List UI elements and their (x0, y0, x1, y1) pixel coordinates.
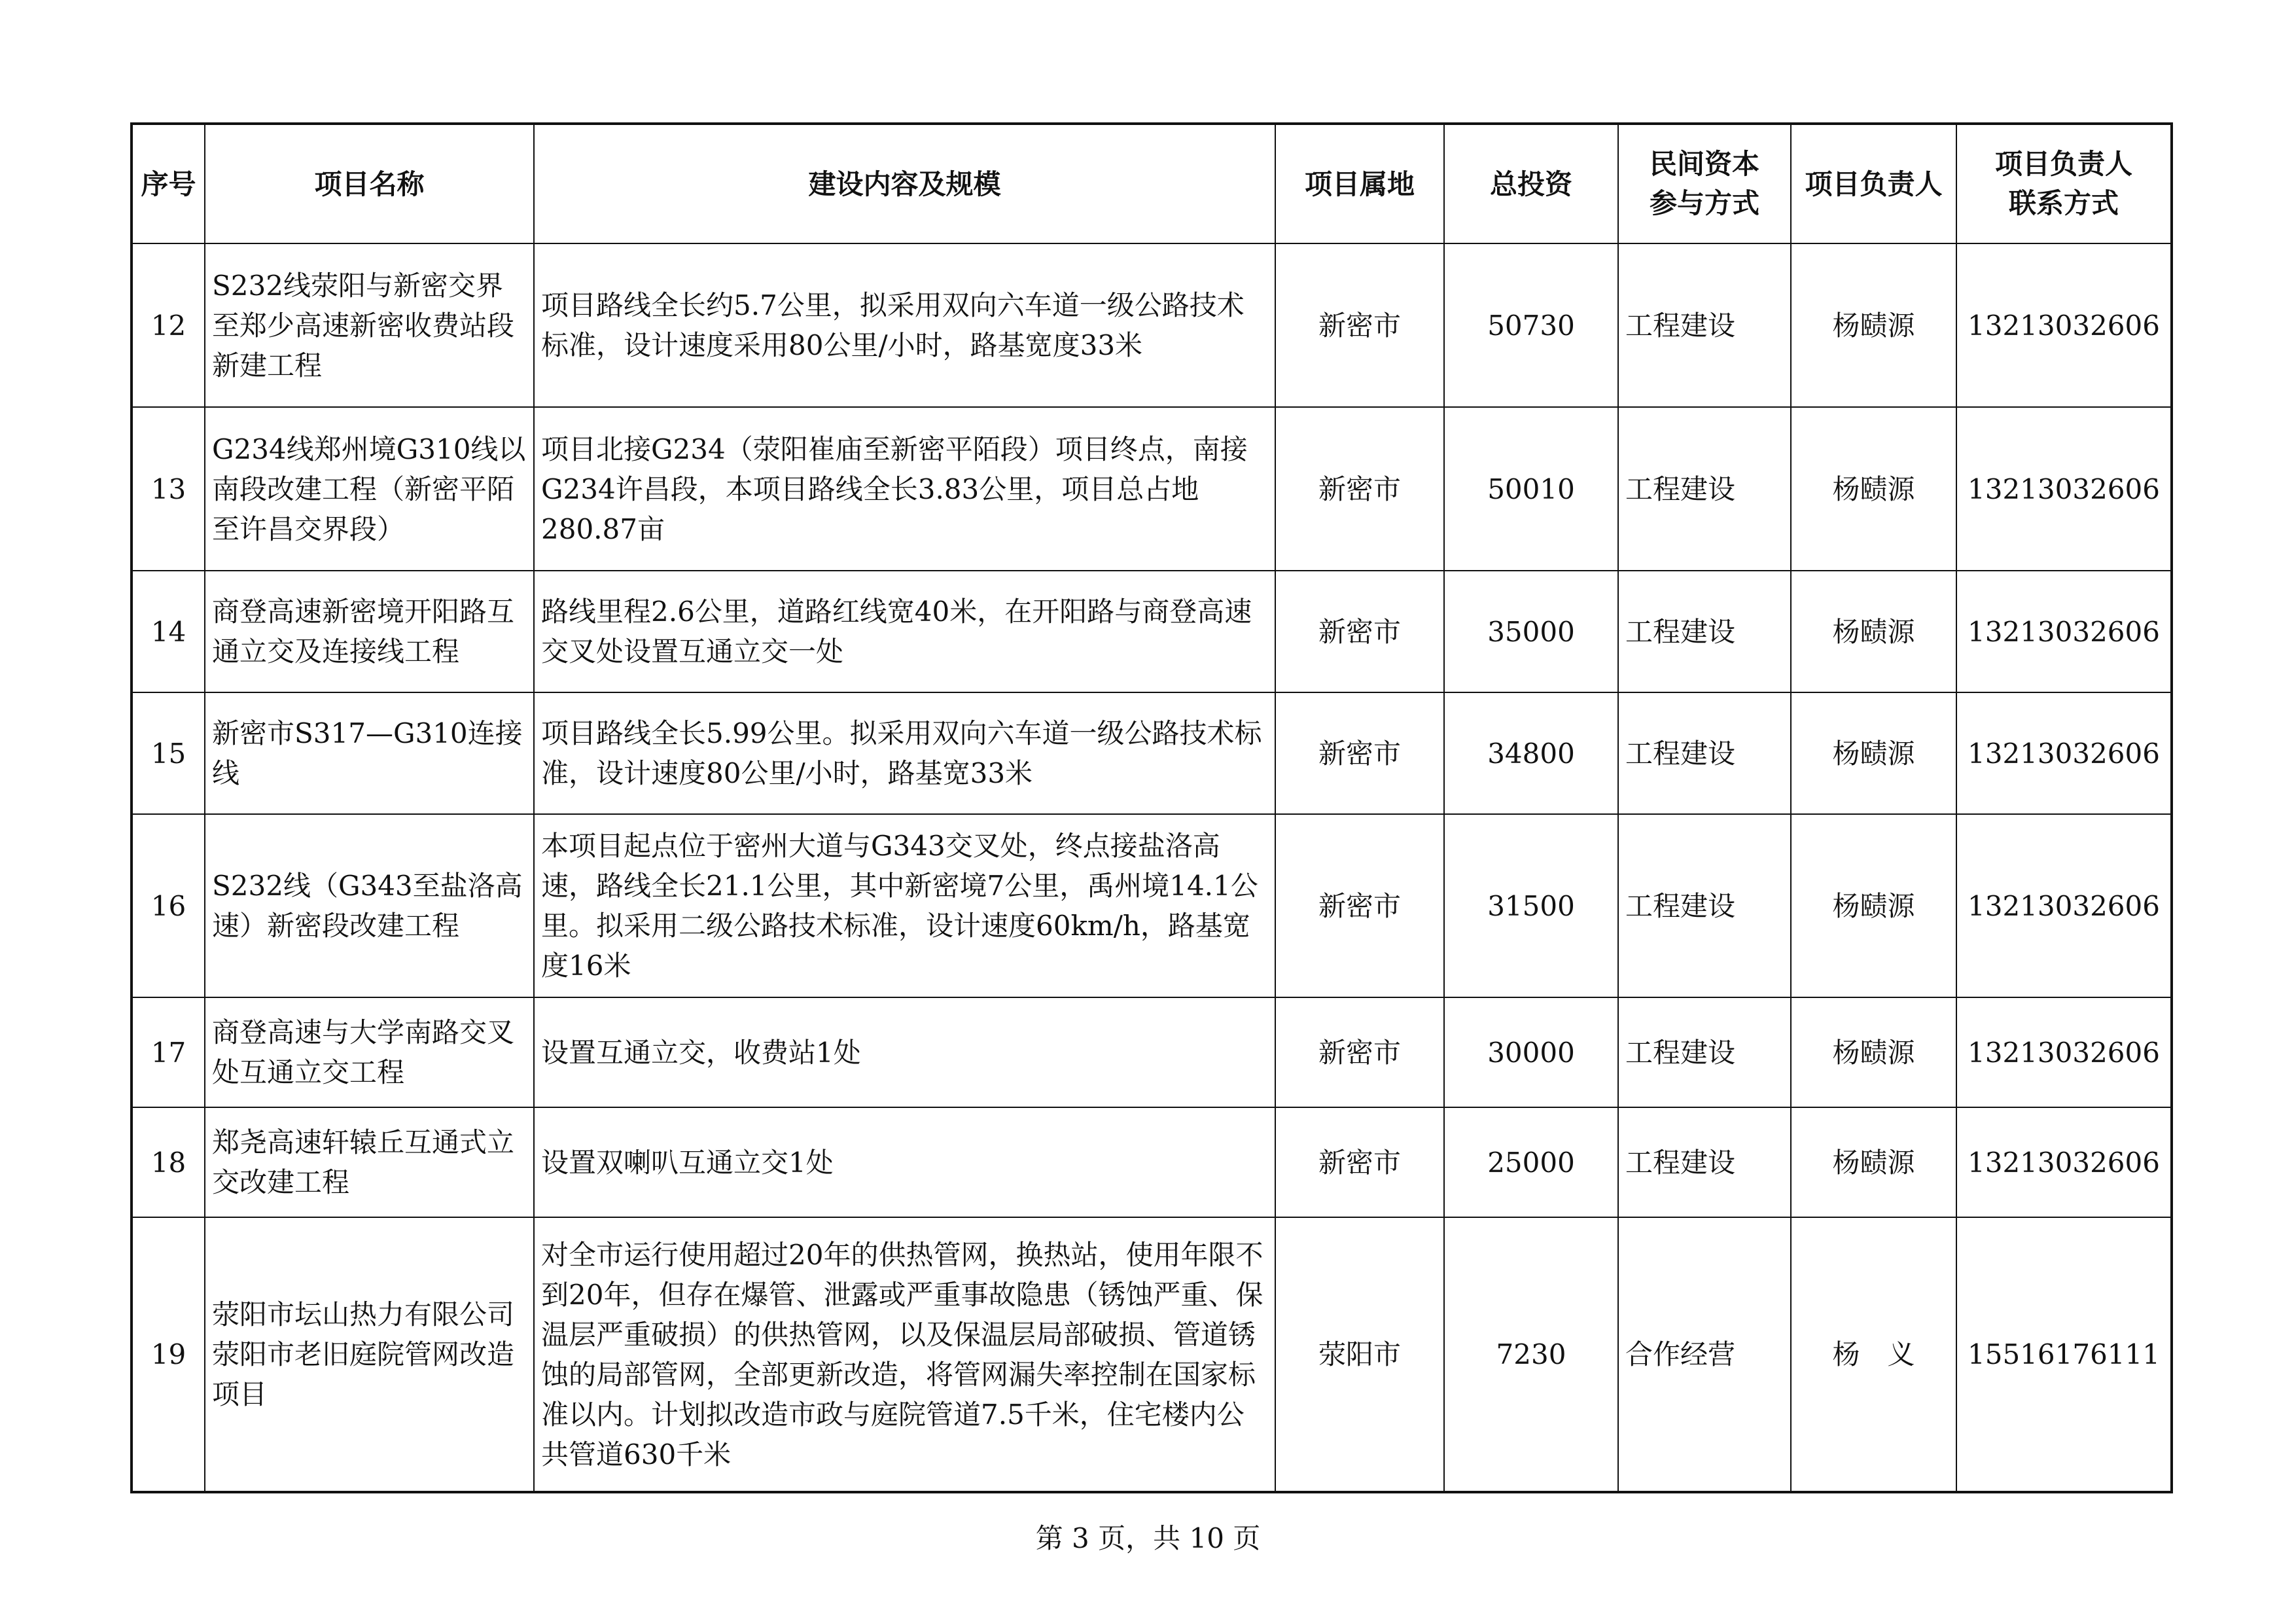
cell-seq: 13 (132, 407, 205, 571)
cell-contact: 15516176111 (1956, 1217, 2172, 1492)
cell-contact: 13213032606 (1956, 571, 2172, 692)
cell-contact: 13213032606 (1956, 243, 2172, 407)
cell-seq: 14 (132, 571, 205, 692)
cell-project-name: 商登高速与大学南路交叉处互通立交工程 (205, 997, 534, 1107)
cell-content: 项目路线全长5.99公里。拟采用双向六车道一级公路技术标准，设计速度80公里/小时，路基宽33米 (534, 692, 1275, 814)
cell-investment: 50730 (1444, 243, 1618, 407)
cell-content: 项目路线全长约5.7公里，拟采用双向六车道一级公路技术标准，设计速度采用80公里/小时，路基宽度33米 (534, 243, 1275, 407)
cell-project-name: 商登高速新密境开阳路互通立交及连接线工程 (205, 571, 534, 692)
cell-manager: 杨赜源 (1791, 692, 1956, 814)
cell-manager: 杨赜源 (1791, 997, 1956, 1107)
cell-seq: 18 (132, 1107, 205, 1217)
cell-investment: 35000 (1444, 571, 1618, 692)
project-table (130, 122, 2173, 1493)
cell-participation: 工程建设 (1618, 407, 1791, 571)
cell-seq: 12 (132, 243, 205, 407)
cell-investment: 7230 (1444, 1217, 1618, 1492)
header-content: 建设内容及规模 (534, 124, 1275, 243)
table-row (132, 1217, 2172, 1492)
table-row (132, 1107, 2172, 1217)
cell-location: 新密市 (1275, 407, 1444, 571)
cell-investment: 30000 (1444, 997, 1618, 1107)
table-row (132, 243, 2172, 407)
header-participation-line1: 民间资本 (1649, 148, 1759, 180)
cell-manager: 杨 义 (1791, 1217, 1956, 1492)
cell-location: 新密市 (1275, 571, 1444, 692)
cell-location: 新密市 (1275, 243, 1444, 407)
cell-participation: 工程建设 (1618, 997, 1791, 1107)
cell-contact: 13213032606 (1956, 407, 2172, 571)
cell-contact: 13213032606 (1956, 692, 2172, 814)
table-row (132, 407, 2172, 571)
cell-content: 路线里程2.6公里，道路红线宽40米，在开阳路与商登高速交叉处设置互通立交一处 (534, 571, 1275, 692)
cell-location: 新密市 (1275, 1107, 1444, 1217)
cell-project-name: S232线（G343至盐洛高速）新密段改建工程 (205, 814, 534, 997)
cell-manager: 杨赜源 (1791, 814, 1956, 997)
cell-manager: 杨赜源 (1791, 1107, 1956, 1217)
cell-project-name: S232线荥阳与新密交界至郑少高速新密收费站段新建工程 (205, 243, 534, 407)
cell-investment: 34800 (1444, 692, 1618, 814)
header-contact-line2: 联系方式 (2008, 187, 2119, 219)
cell-location: 新密市 (1275, 814, 1444, 997)
cell-content: 设置互通立交，收费站1处 (534, 997, 1275, 1107)
header-contact-line1: 项目负责人 (1994, 148, 2132, 180)
cell-contact: 13213032606 (1956, 814, 2172, 997)
cell-seq: 15 (132, 692, 205, 814)
cell-participation: 工程建设 (1618, 1107, 1791, 1217)
header-participation (1618, 124, 1791, 243)
cell-content: 设置双喇叭互通立交1处 (534, 1107, 1275, 1217)
header-investment: 总投资 (1444, 124, 1618, 243)
cell-project-name: 郑尧高速轩辕丘互通式立交改建工程 (205, 1107, 534, 1217)
table-row (132, 814, 2172, 997)
cell-location: 新密市 (1275, 997, 1444, 1107)
cell-investment: 31500 (1444, 814, 1618, 997)
header-manager: 项目负责人 (1791, 124, 1956, 243)
cell-participation: 工程建设 (1618, 243, 1791, 407)
table-row (132, 997, 2172, 1107)
cell-content: 对全市运行使用超过20年的供热管网，换热站，使用年限不到20年，但存在爆管、泄露或严重事故隐患（锈蚀严重、保温层严重破损）的供热管网，以及保温层局部破损、管道锈蚀的局部管网，全部更新改造，将管网漏失率控制在国家标准以内。计划拟改造市政与庭院管道7.5千米，住宅楼内公共管道630千米 (534, 1217, 1275, 1492)
cell-participation: 工程建设 (1618, 814, 1791, 997)
cell-project-name: 荥阳市坛山热力有限公司荥阳市老旧庭院管网改造项目 (205, 1217, 534, 1492)
cell-contact: 13213032606 (1956, 997, 2172, 1107)
cell-seq: 19 (132, 1217, 205, 1492)
table-header-row (132, 124, 2172, 243)
header-contact (1956, 124, 2172, 243)
cell-location: 新密市 (1275, 692, 1444, 814)
cell-manager: 杨赜源 (1791, 407, 1956, 571)
page-number: 第 3 页，共 10 页 (1035, 1522, 1261, 1554)
cell-participation: 工程建设 (1618, 571, 1791, 692)
cell-investment: 25000 (1444, 1107, 1618, 1217)
cell-location: 荥阳市 (1275, 1217, 1444, 1492)
header-seq: 序号 (132, 124, 205, 243)
cell-investment: 50010 (1444, 407, 1618, 571)
cell-project-name: G234线郑州境G310线以南段改建工程（新密平陌至许昌交界段） (205, 407, 534, 571)
cell-manager: 杨赜源 (1791, 243, 1956, 407)
header-project-name: 项目名称 (205, 124, 534, 243)
cell-project-name: 新密市S317—G310连接线 (205, 692, 534, 814)
cell-content: 项目北接G234（荥阳崔庙至新密平陌段）项目终点，南接G234许昌段，本项目路线全长3.83公里，项目总占地280.87亩 (534, 407, 1275, 571)
cell-seq: 16 (132, 814, 205, 997)
cell-content: 本项目起点位于密州大道与G343交叉处，终点接盐洛高速，路线全长21.1公里，其中新密境7公里，禹州境14.1公里。拟采用二级公路技术标准，设计速度60km/h，路基宽度16米 (534, 814, 1275, 997)
cell-contact: 13213032606 (1956, 1107, 2172, 1217)
table-row (132, 571, 2172, 692)
cell-participation: 合作经营 (1618, 1217, 1791, 1492)
cell-participation: 工程建设 (1618, 692, 1791, 814)
header-location: 项目属地 (1275, 124, 1444, 243)
cell-manager: 杨赜源 (1791, 571, 1956, 692)
cell-seq: 17 (132, 997, 205, 1107)
header-participation-line2: 参与方式 (1649, 187, 1759, 219)
table-row (132, 692, 2172, 814)
